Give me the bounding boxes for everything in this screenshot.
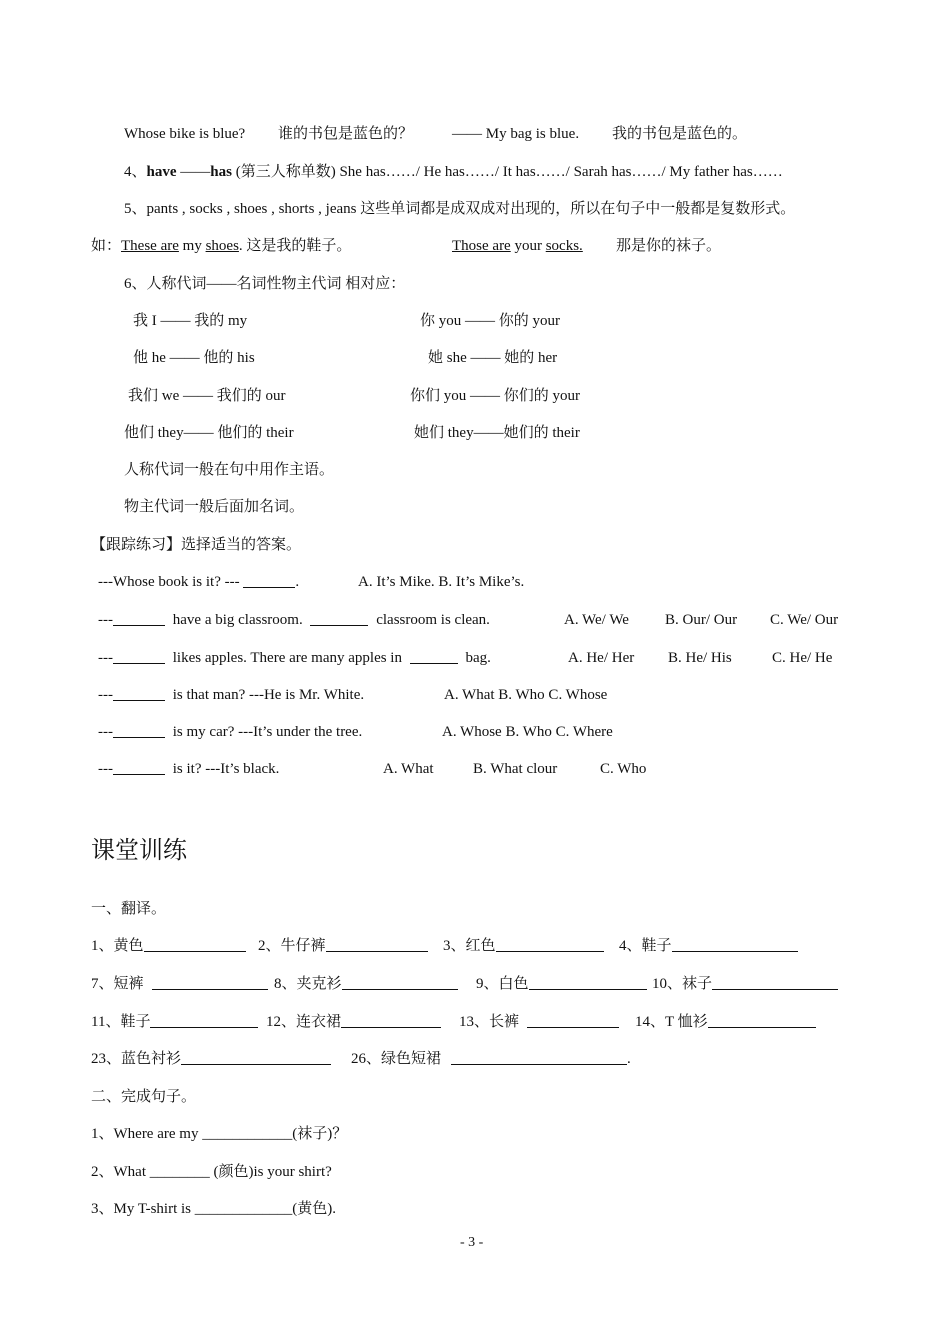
option-b: B. Our/ Our <box>665 612 738 628</box>
answer-blank[interactable] <box>342 975 458 990</box>
answer-blank[interactable] <box>150 1013 258 1028</box>
sentence-hint: (颜色)is your shirt? <box>209 1164 332 1180</box>
answer-blank[interactable] <box>113 760 165 775</box>
answer-blank[interactable] <box>113 723 165 738</box>
example-2-your: your <box>510 238 546 254</box>
sentence-hint: (黄色). <box>292 1201 337 1217</box>
translate-label: 3、红色 <box>443 938 496 954</box>
example-2-subject: Those are <box>452 238 511 254</box>
question-text: is it? ---It’s black. <box>172 761 280 777</box>
answer-blank[interactable] <box>152 975 268 990</box>
example-1-translation: . 这是我的鞋子。 <box>238 238 352 254</box>
sentence-text: 1、Where are my <box>91 1126 203 1142</box>
complete-sentence-3 <box>91 1199 336 1219</box>
pronoun-note-2: 物主代词一般后面加名词。 <box>124 499 305 515</box>
option-c: C. Who <box>600 761 647 777</box>
translate-label: 7、短裤 <box>91 976 144 992</box>
dash: —— <box>176 164 211 180</box>
answer-blank[interactable] <box>326 937 428 952</box>
answer-blank[interactable] <box>496 937 604 952</box>
sentence-text: 3、My T-shirt is <box>91 1201 195 1217</box>
answer-blank[interactable]: ____________ <box>202 1126 293 1142</box>
practice-question-6 <box>98 759 279 779</box>
translate-item <box>476 974 647 994</box>
translate-label: 26、绿色短裙 <box>351 1051 442 1067</box>
question-options: A. What B. Who C. Whose <box>444 687 608 703</box>
question-text: is that man? ---He is Mr. White. <box>172 687 365 703</box>
translate-label: 9、白色 <box>476 976 529 992</box>
translate-item <box>91 974 268 994</box>
answer-blank[interactable] <box>410 649 458 664</box>
answer-blank[interactable]: ________ <box>149 1164 210 1180</box>
pronoun-pair-right: 她们 they——她们的 their <box>414 425 580 441</box>
word-have: have <box>146 164 177 180</box>
example-1-my: my <box>178 238 206 254</box>
translate-item <box>635 1012 816 1032</box>
practice-question-5 <box>98 722 362 742</box>
translate-item <box>619 936 798 956</box>
page-number: - 3 - <box>460 1235 484 1250</box>
option-c: C. He/ He <box>772 650 833 666</box>
intro-line-2-rest: (第三人称单数) She has……/ He has……/ It has……/ Sarah has……/ My father has…… <box>231 164 783 180</box>
example-1-noun: shoes <box>205 238 239 254</box>
answer-blank[interactable] <box>529 975 647 990</box>
intro-line-1-question: Whose bike is blue? <box>124 126 246 142</box>
option-a: A. We/ We <box>564 612 629 628</box>
complete-sentence-1 <box>91 1124 347 1144</box>
option-b: B. What clour <box>473 761 558 777</box>
translate-item <box>258 936 428 956</box>
pronouns-heading: 6、人称代词——名词性物主代词 相对应： <box>124 276 406 292</box>
answer-blank[interactable] <box>144 937 246 952</box>
pronoun-pair-left: 我 I —— 我的 my <box>133 313 248 329</box>
translate-label: 1、黄色 <box>91 938 144 954</box>
option-c: C. We/ Our <box>770 612 839 628</box>
translate-item <box>91 1049 331 1069</box>
practice-question-1 <box>98 572 299 592</box>
question-prefix: --- <box>98 650 113 666</box>
translate-label: 10、袜子 <box>652 976 713 992</box>
translate-label: 2、牛仔裤 <box>258 938 326 954</box>
example-1-subject: These are <box>121 238 179 254</box>
question-text: likes apples. There are many apples in <box>172 650 402 666</box>
answer-blank[interactable] <box>310 611 368 626</box>
pronoun-pair-right: 她 she —— 她的 her <box>428 350 558 366</box>
translate-label: 12、连衣裙 <box>266 1014 342 1030</box>
answer-blank[interactable] <box>113 611 165 626</box>
pronoun-pair-left: 他们 they—— 他们的 their <box>124 425 294 441</box>
translate-item <box>266 1012 441 1032</box>
question-end: . <box>295 574 300 590</box>
practice-question-4 <box>98 685 364 705</box>
translate-label: 14、T 恤衫 <box>635 1014 708 1030</box>
intro-line-3: 5、pants , socks , shoes , shorts , jeans 这些单词都是成双成对出现的，所以在句子中一般都是复数形式。 <box>124 201 796 217</box>
answer-blank[interactable] <box>672 937 798 952</box>
pronoun-note-1: 人称代词一般在句中用作主语。 <box>124 462 335 478</box>
answer-blank[interactable] <box>708 1013 816 1028</box>
example-2 <box>452 236 583 256</box>
question-text: bag. <box>465 650 491 666</box>
translate-item <box>652 974 838 994</box>
question-prefix: --- <box>98 761 113 777</box>
translate-item <box>351 1049 631 1069</box>
practice-question-2 <box>98 610 490 630</box>
pronoun-pair-left: 我们 we —— 我们的 our <box>128 388 286 404</box>
question-prefix: --- <box>98 612 113 628</box>
intro-line-1-answer-chinese: 我的书包是蓝色的。 <box>612 126 748 142</box>
answer-blank[interactable] <box>181 1050 331 1065</box>
question-prefix: --- <box>98 687 113 703</box>
option-a: A. What <box>383 761 434 777</box>
question-text: ---Whose book is it? --- <box>98 574 240 590</box>
translate-label: 13、长裤 <box>459 1014 520 1030</box>
sentence-hint: (袜子)？ <box>292 1126 348 1142</box>
pronoun-pair-right: 你们 you —— 你们的 your <box>410 388 580 404</box>
pronoun-pair-right: 你 you —— 你的 your <box>420 313 560 329</box>
intro-line-1-answer: —— My bag is blue. <box>452 126 580 142</box>
question-text: is my car? ---It’s under the tree. <box>172 724 363 740</box>
translate-item <box>459 1012 619 1032</box>
answer-blank[interactable] <box>341 1013 441 1028</box>
translate-label: 8、夹克衫 <box>274 976 342 992</box>
complete-sentence-2 <box>91 1162 332 1182</box>
answer-blank[interactable] <box>113 686 165 701</box>
example-line <box>91 236 351 256</box>
question-prefix: --- <box>98 724 113 740</box>
pronoun-pair-left: 他 he —— 他的 his <box>133 350 255 366</box>
translate-label: 11、鞋子 <box>91 1014 151 1030</box>
intro-line-1 <box>124 124 245 144</box>
translate-item <box>274 974 458 994</box>
section-translate-heading: 一、翻译。 <box>91 901 167 917</box>
example-2-translation: 那是你的袜子。 <box>616 238 722 254</box>
answer-blank[interactable]: _____________ <box>194 1201 293 1217</box>
answer-blank[interactable] <box>712 975 838 990</box>
word-has: has <box>210 164 232 180</box>
practice-heading: 【跟踪练习】选择适当的答案。 <box>91 537 302 553</box>
translate-item <box>443 936 604 956</box>
example-prefix: 如： <box>91 238 122 254</box>
question-text: have a big classroom. <box>172 612 303 628</box>
question-text: classroom is clean. <box>376 612 490 628</box>
sentence-text: 2、What <box>91 1164 150 1180</box>
translate-item <box>91 1012 258 1032</box>
practice-question-3 <box>98 648 491 668</box>
answer-blank[interactable] <box>451 1050 627 1065</box>
translate-item <box>91 936 246 956</box>
example-2-noun: socks. <box>545 238 583 254</box>
answer-blank[interactable] <box>113 649 165 664</box>
answer-blank[interactable] <box>243 573 295 588</box>
translate-label: 23、蓝色衬衫 <box>91 1051 182 1067</box>
answer-blank[interactable] <box>527 1013 619 1028</box>
intro-line-1-chinese: 谁的书包是蓝色的？ <box>278 126 414 142</box>
option-a: A. He/ Her <box>568 650 635 666</box>
section-complete-heading: 二、完成句子。 <box>91 1089 197 1105</box>
intro-line-2 <box>124 162 783 182</box>
translate-label: 4、鞋子 <box>619 938 672 954</box>
intro-line-2-num: 4、 <box>124 164 147 180</box>
question-options: A. It’s Mike. B. It’s Mike’s. <box>358 574 525 590</box>
option-b: B. He/ His <box>668 650 732 666</box>
question-options: A. Whose B. Who C. Where <box>442 724 613 740</box>
section-title: 课堂训练 <box>91 838 187 864</box>
translate-end: . <box>627 1051 631 1067</box>
